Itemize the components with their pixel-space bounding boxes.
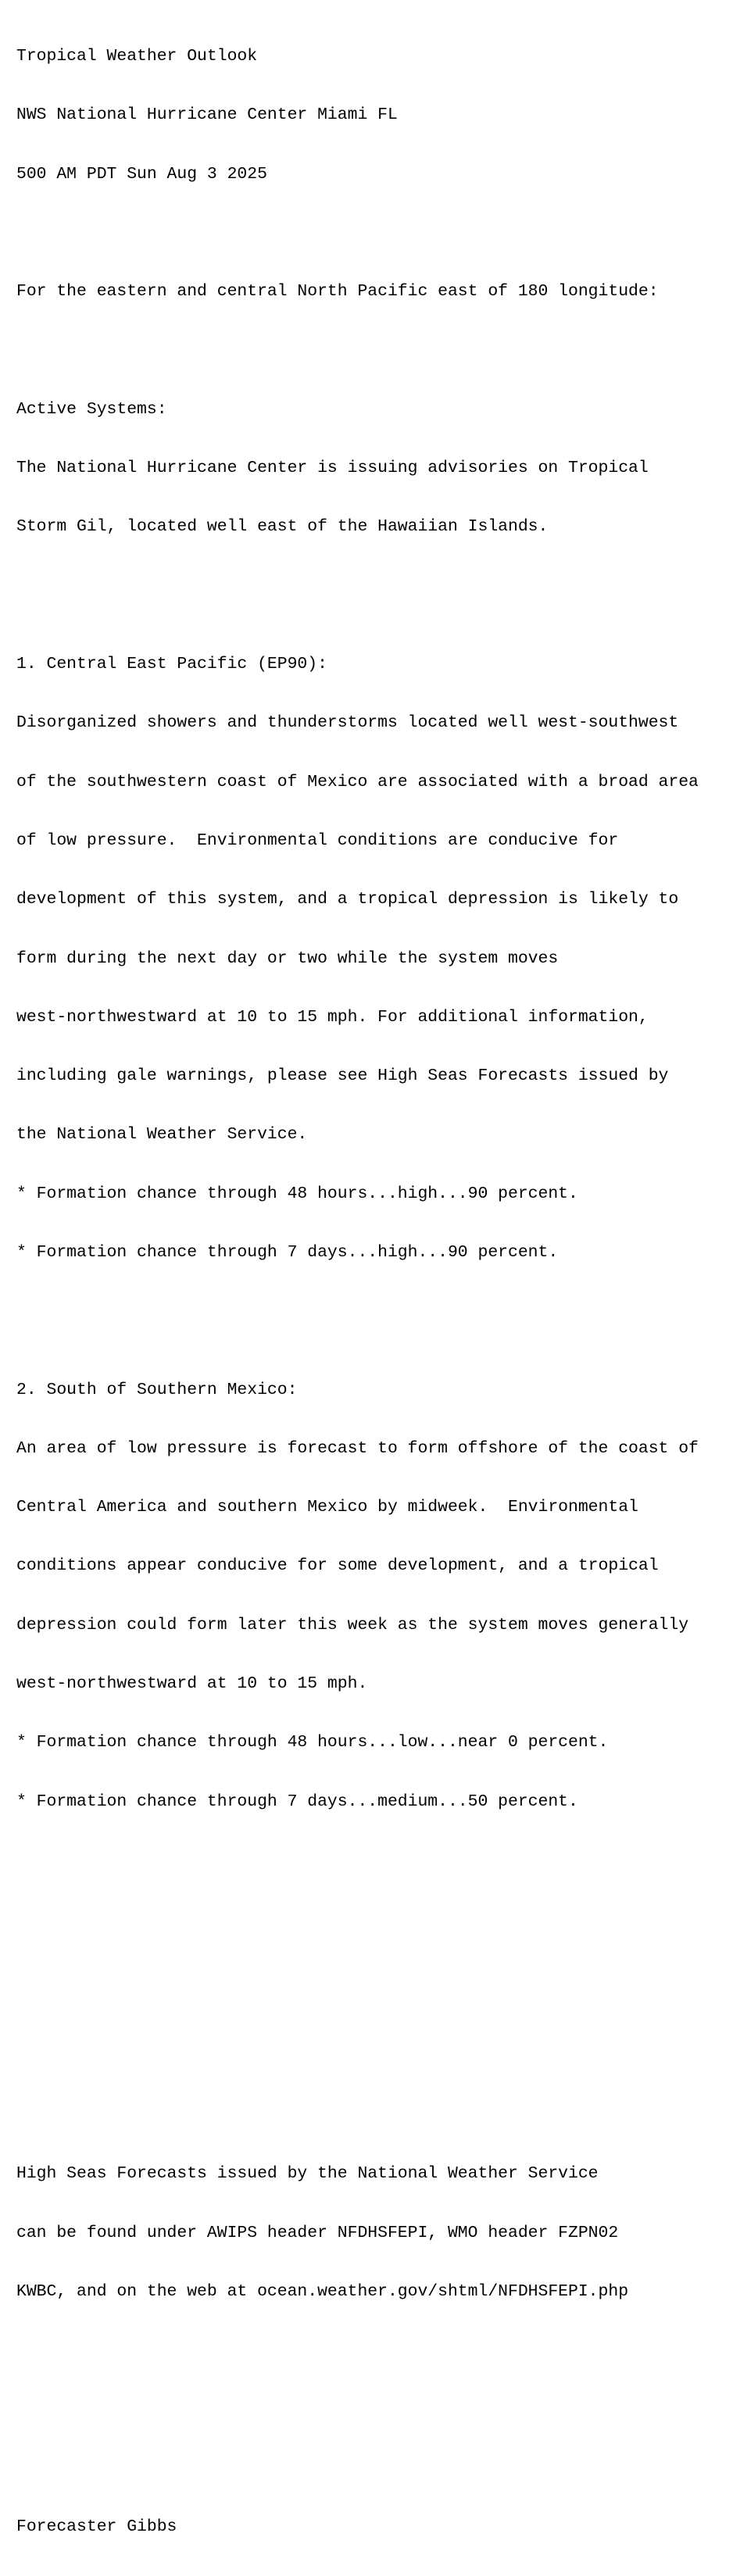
issuing-office: NWS National Hurricane Center Miami FL <box>16 105 398 125</box>
system-1-text: west-northwestward at 10 to 15 mph. For additional information, <box>16 1007 649 1027</box>
system-1-chance-48h: * Formation chance through 48 hours...high...90 percent. <box>16 1184 578 1203</box>
blank-line <box>16 2399 699 2419</box>
system-1-title: 1. Central East Pacific (EP90): <box>16 655 327 674</box>
blank-line <box>16 223 699 243</box>
system-1-text: the National Weather Service. <box>16 1125 308 1145</box>
blank-line <box>16 2459 699 2478</box>
issue-time: 500 AM PDT Sun Aug 3 2025 <box>16 164 267 184</box>
system-1-text: of low pressure. Environmental conditions are conducive for <box>16 831 619 850</box>
system-2-title: 2. South of Southern Mexico: <box>16 1380 298 1399</box>
high-seas-text: can be found under AWIPS header NFDHSFEPI, WMO header FZPN02 <box>16 2223 619 2242</box>
blank-line <box>16 577 699 596</box>
blank-line <box>16 1910 699 1929</box>
high-seas-text: KWBC, and on the web at ocean.weather.gov/shtml/NFDHSFEPI.php <box>16 2281 629 2301</box>
system-2-chance-7d: * Formation chance through 7 days...medium...50 percent. <box>16 1792 578 1811</box>
blank-line <box>16 1302 699 1321</box>
scope-line: For the eastern and central North Pacific east of 180 longitude: <box>16 282 659 302</box>
high-seas-text: High Seas Forecasts issued by the National Weather Service <box>16 2164 599 2184</box>
system-1-text: form during the next day or two while the system moves <box>16 949 559 968</box>
system-2-text: west-northwestward at 10 to 15 mph. <box>16 1674 368 1693</box>
active-systems-heading: Active Systems: <box>16 399 167 419</box>
blank-line <box>16 341 699 361</box>
system-1-text: of the southwestern coast of Mexico are associated with a broad area <box>16 772 699 791</box>
blank-line <box>16 2086 699 2106</box>
blank-line <box>16 1851 699 1870</box>
system-2-text: An area of low pressure is forecast to form offshore of the coast of <box>16 1438 699 1458</box>
system-2-text: depression could form later this week as the system moves generally <box>16 1615 689 1635</box>
outlook-text <box>16 8 699 2576</box>
system-2-text: Central America and southern Mexico by midweek. Environmental <box>16 1498 638 1517</box>
system-2-text: conditions appear conducive for some development, and a tropical <box>16 1556 659 1576</box>
system-1-text: development of this system, and a tropical depression is likely to <box>16 890 679 909</box>
forecaster-signature: Forecaster Gibbs <box>16 2517 177 2536</box>
blank-line <box>16 2341 699 2360</box>
system-1-text: Disorganized showers and thunderstorms located well west-southwest <box>16 713 679 733</box>
system-1-chance-7d: * Formation chance through 7 days...high...90 percent. <box>16 1242 559 1262</box>
product-title: Tropical Weather Outlook <box>16 47 258 66</box>
active-systems-text: The National Hurricane Center is issuing advisories on Tropical <box>16 459 649 478</box>
active-systems-text: Storm Gil, located well east of the Hawaiian Islands. <box>16 517 549 537</box>
blank-line <box>16 2028 699 2047</box>
blank-line <box>16 1968 699 1988</box>
system-2-chance-48h: * Formation chance through 48 hours...low...near 0 percent. <box>16 1733 609 1752</box>
system-1-text: including gale warnings, please see High Seas Forecasts issued by <box>16 1066 669 1086</box>
